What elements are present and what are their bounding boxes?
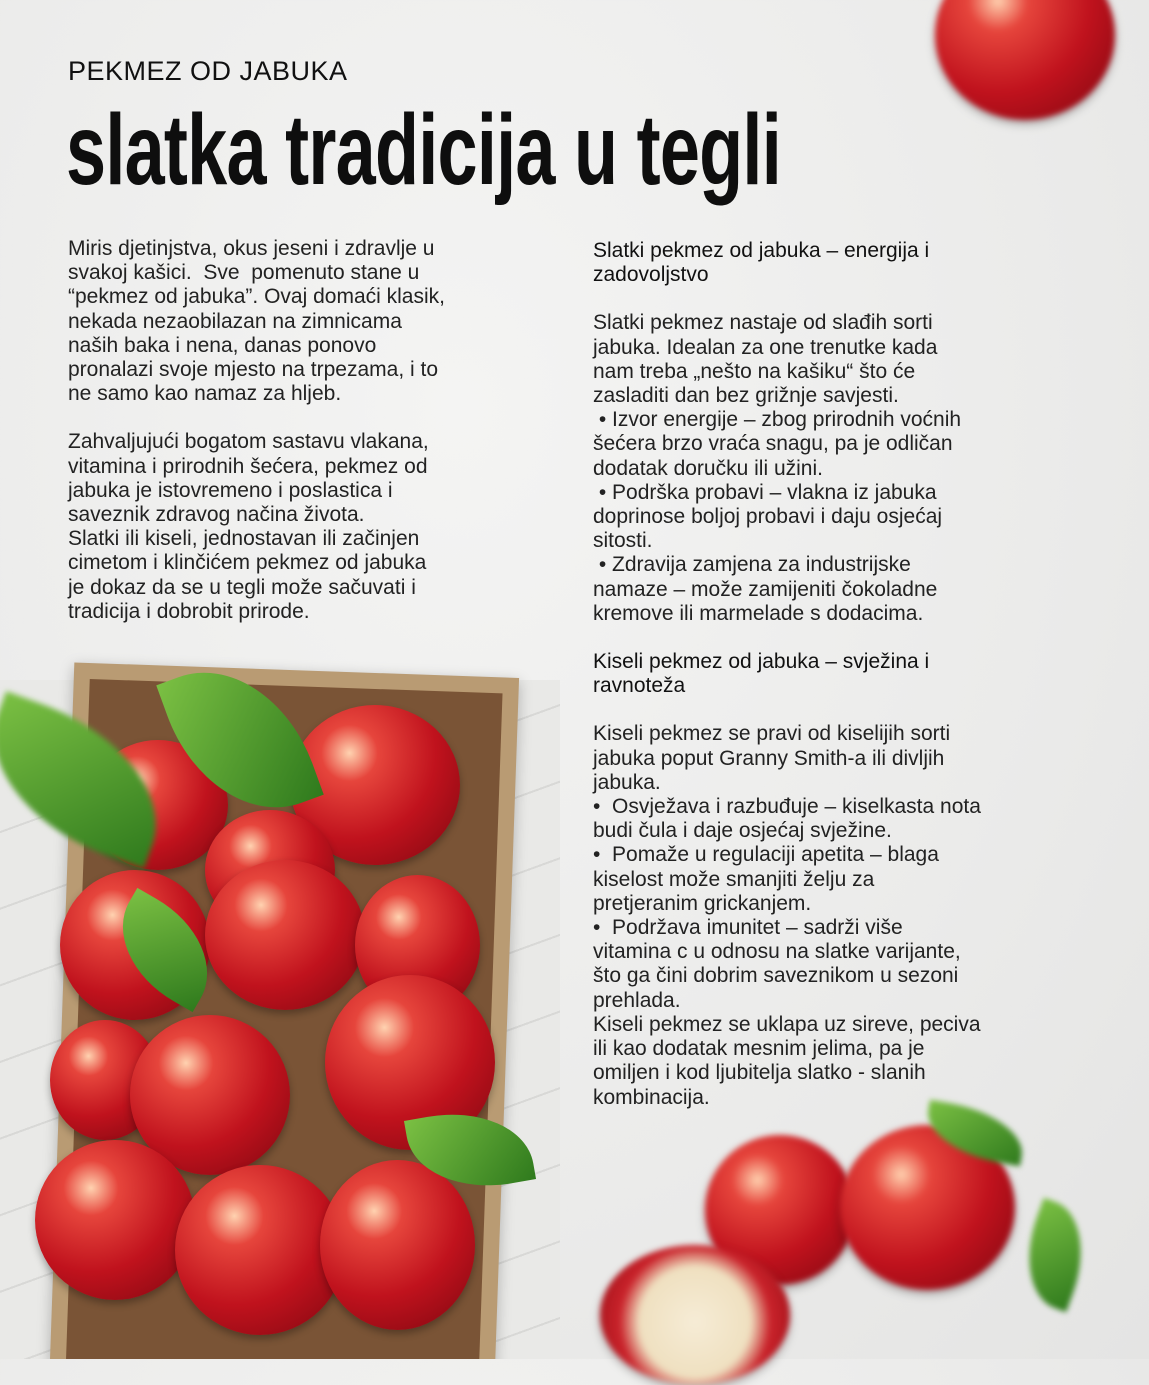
text-line: vitamina i prirodnih šećera, pekmez od (68, 454, 428, 478)
text-line: Kiseli pekmez od jabuka – svježina i (593, 650, 930, 674)
text-line: tradicija i dobrobit prirode. (68, 599, 310, 623)
text-line: jabuka. (593, 770, 661, 794)
benefits-column (593, 239, 981, 1110)
text-line: zasladiti dan bez grižnje savjesti. (593, 384, 899, 408)
section-heading (593, 650, 981, 698)
text-line: što ga čini dobrim saveznikom u sezoni (593, 964, 959, 988)
text-line: nekada nezaobilazan na zimnicama (68, 309, 402, 333)
text-line: je dokaz da se u tegli može sačuvati i (68, 575, 416, 599)
text-line: vitamina c u odnosu na slatke varijante, (593, 940, 961, 964)
text-line: doprinose boljoj probavi i daju osjećaj (593, 505, 943, 529)
text-line: zadovoljstvo (593, 263, 709, 287)
text-line: • Pomaže u regulaciji apetita – blaga (593, 843, 939, 867)
text-line: • Podrška probavi – vlakna iz jabuka (593, 480, 937, 504)
text-line: Kiseli pekmez se pravi od kiselijih sorti (593, 722, 951, 746)
text-line: • Osvježava i razbuđuje – kiselkasta nota (593, 795, 981, 819)
text-line: kiselost može smanjiti želju za (593, 867, 875, 891)
intro-column (68, 237, 445, 624)
paragraph (593, 311, 981, 626)
section-heading (593, 239, 981, 287)
text-line: jabuka. Idealan za one trenutke kada (593, 335, 938, 359)
text-line: Kiseli pekmez se uklapa uz sireve, peciva (593, 1012, 981, 1036)
text-line: saveznik zdravog načina života. (68, 503, 365, 527)
kicker: PEKMEZ OD JABUKA (68, 56, 348, 86)
apple-photo-top-right (935, 0, 1115, 120)
text-line: pretjeranim grickanjem. (593, 891, 812, 915)
paragraph (68, 430, 445, 624)
paragraph-gap (593, 626, 981, 650)
text-line: cimetom i klinčićem pekmez od jabuka (68, 551, 427, 575)
text-line: kremove ili marmelade s dodacima. (593, 601, 924, 625)
text-line: pronalazi svoje mjesto na trpezama, i to (68, 358, 439, 382)
text-line: • Podržava imunitet – sadrži više (593, 916, 903, 940)
text-line: • Zdravija zamjena za industrijske (593, 553, 911, 577)
text-line: nam treba „nešto na kašiku“ što će (593, 359, 916, 383)
text-line: jabuka je istovremeno i poslastica i (68, 478, 393, 502)
text-line: dodatak doručku ili užini. (593, 456, 823, 480)
text-line: jabuka poput Granny Smith-a ili divljih (593, 746, 945, 770)
paragraph-gap (68, 406, 445, 430)
text-line: Miris djetinjstva, okus jeseni i zdravlje u (68, 237, 435, 260)
text-line: omiljen i kod ljubitelja slatko - slanih (593, 1061, 926, 1085)
text-line: namaze – može zamijeniti čokoladne (593, 577, 938, 601)
apple-crate-photo (0, 640, 560, 1359)
text-line: šećera brzo vraća snagu, pa je odličan (593, 432, 953, 456)
page-title: slatka tradicija u tegli (66, 94, 781, 206)
text-line: prehlada. (593, 988, 681, 1012)
text-line: Slatki pekmez nastaje od slađih sorti (593, 311, 933, 335)
paragraph (593, 722, 981, 1109)
text-line: Zahvaljujući bogatom sastavu vlakana, (68, 430, 429, 454)
text-line: “pekmez od jabuka”. Ovaj domaći klasik, (68, 285, 445, 309)
text-line: budi čula i daje osjećaj svježine. (593, 819, 892, 843)
text-line: Slatki ili kiseli, jednostavan ili začinjen (68, 527, 420, 551)
text-line: ne samo kao namaz za hljeb. (68, 382, 342, 406)
text-line: • Izvor energije – zbog prirodnih voćnih (593, 408, 962, 432)
text-line: kombinacija. (593, 1085, 710, 1109)
text-line: svakoj kašici. Sve pomenuto stane u (68, 261, 420, 285)
text-line: naših baka i nena, danas ponovo (68, 333, 377, 357)
text-line: ravnoteža (593, 674, 686, 698)
paragraph (68, 237, 445, 406)
text-line: sitosti. (593, 529, 653, 553)
text-line: Slatki pekmez od jabuka – energija i (593, 239, 930, 262)
paragraph-gap (593, 287, 981, 311)
text-line: ili kao dodatak mesnim jelima, pa je (593, 1037, 925, 1061)
paragraph-gap (593, 698, 981, 722)
